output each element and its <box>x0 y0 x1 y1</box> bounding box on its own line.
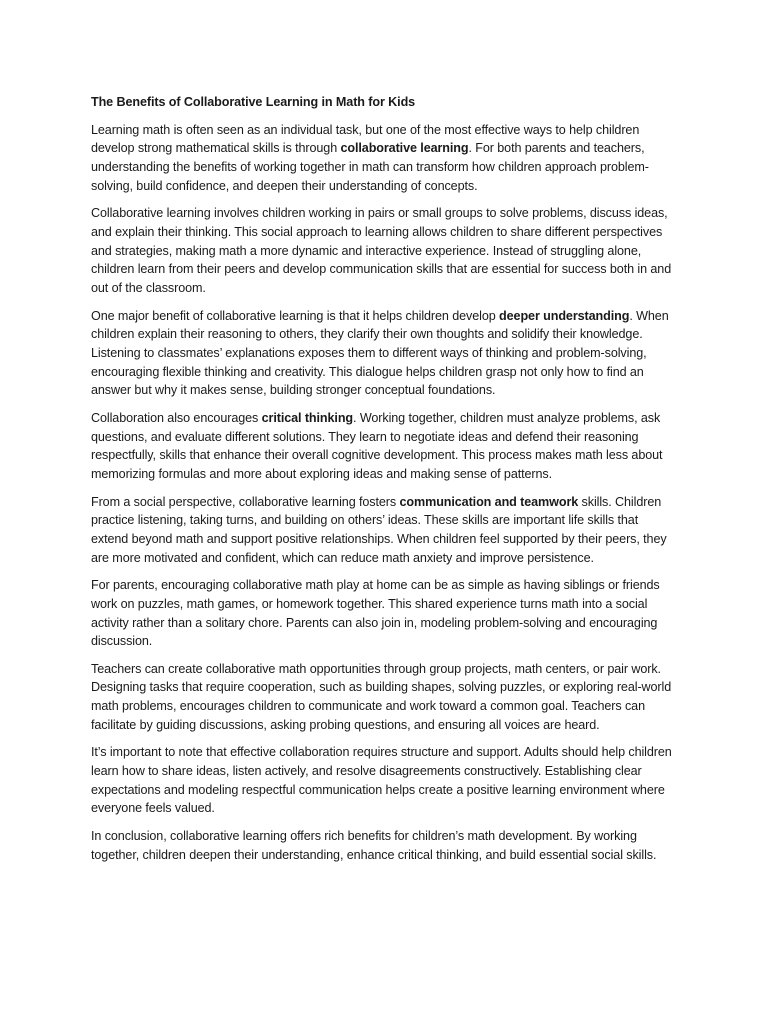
document-body <box>91 121 676 865</box>
paragraph <box>91 121 676 196</box>
text-run: Learning math is often seen as an individual task, but one of the most effective ways to help children develop strong mathematical skills is through <box>91 122 640 156</box>
text-run: One major benefit of collaborative learning is that it helps children develop <box>91 308 500 323</box>
bold-phrase: critical thinking <box>261 410 354 425</box>
document-title: The Benefits of Collaborative Learning in Math for Kids <box>91 95 416 109</box>
text-run: In conclusion, collaborative learning offers rich benefits for children’s math development. By working together, children deepen their understanding, enhance critical thinking, and build essential social skills. <box>91 828 657 862</box>
bold-phrase: collaborative learning <box>340 141 469 156</box>
bold-phrase: deeper understanding <box>499 308 630 323</box>
text-run: Collaboration also encourages <box>91 410 262 425</box>
paragraph <box>91 409 676 484</box>
text-run: . For both parents and teachers, understanding the benefits of working together in math can transform how children approach problem-solving, build confidence, and deepen their understanding of concepts. <box>91 141 649 193</box>
text-run: skills. Children practice listening, taking turns, and building on others’ ideas. These skills are important life skills that extend beyond math and support positive relationships. When children feel supported by their peers, they are more motivated and confident, which can reduce math anxiety and improve persistence. <box>91 494 667 565</box>
paragraph <box>91 827 676 864</box>
paragraph <box>91 493 676 568</box>
text-run: Collaborative learning involves children working in pairs or small groups to solve problems, discuss ideas, and explain their thinking. This social approach to learning allows children to share different perspectives and strategies, making math a more dynamic and interactive experience. Instead of struggling alone, children learn from their peers and develop communication skills that are essential for success both in and out of the classroom. <box>91 206 672 296</box>
text-run: From a social perspective, collaborative learning fosters <box>91 494 400 509</box>
paragraph <box>91 204 676 298</box>
text-run: . Working together, children must analyze problems, ask questions, and evaluate different solutions. They learn to negotiate ideas and defend their reasoning respectfully, skills that enhance their overall cognitive development. This process makes math less about memorizing formulas and more about exploring ideas and making sense of patterns. <box>91 410 663 482</box>
text-run: For parents, encouraging collaborative math play at home can be as simple as having siblings or friends work on puzzles, math games, or homework together. This shared experience turns math into a social activity rather than a solitary chore. Parents can also join in, modeling problem-solving and encouraging discussion. <box>91 578 660 649</box>
text-run: Teachers can create collaborative math opportunities through group projects, math centers, or pair work. Designing tasks that require cooperation, such as building shapes, solving puzzles, or exploring real-world math problems, encourages children to communicate and work toward a common goal. Teachers can facilitate by guiding discussions, asking probing questions, and ensuring all voices are heard. <box>91 661 672 732</box>
paragraph <box>91 660 676 735</box>
paragraph <box>91 743 676 818</box>
text-run: . When children explain their reasoning to others, they clarify their own thoughts and solidify their knowledge. Listening to classmates’ explanations exposes them to different ways of thinking and problem-solving, encouraging flexible thinking and creativity. This dialogue helps children grasp not only how to find an answer but why it makes sense, building stronger conceptual foundations. <box>91 308 669 398</box>
paragraph <box>91 576 676 651</box>
paragraph <box>91 307 676 401</box>
text-run: It’s important to note that effective collaboration requires structure and support. Adults should help children learn how to share ideas, listen actively, and resolve disagreements constructively. Establishing clear expectations and modeling respectful communication helps create a positive learning environment where everyone feels valued. <box>91 745 672 816</box>
bold-phrase: communication and teamwork <box>399 494 579 509</box>
